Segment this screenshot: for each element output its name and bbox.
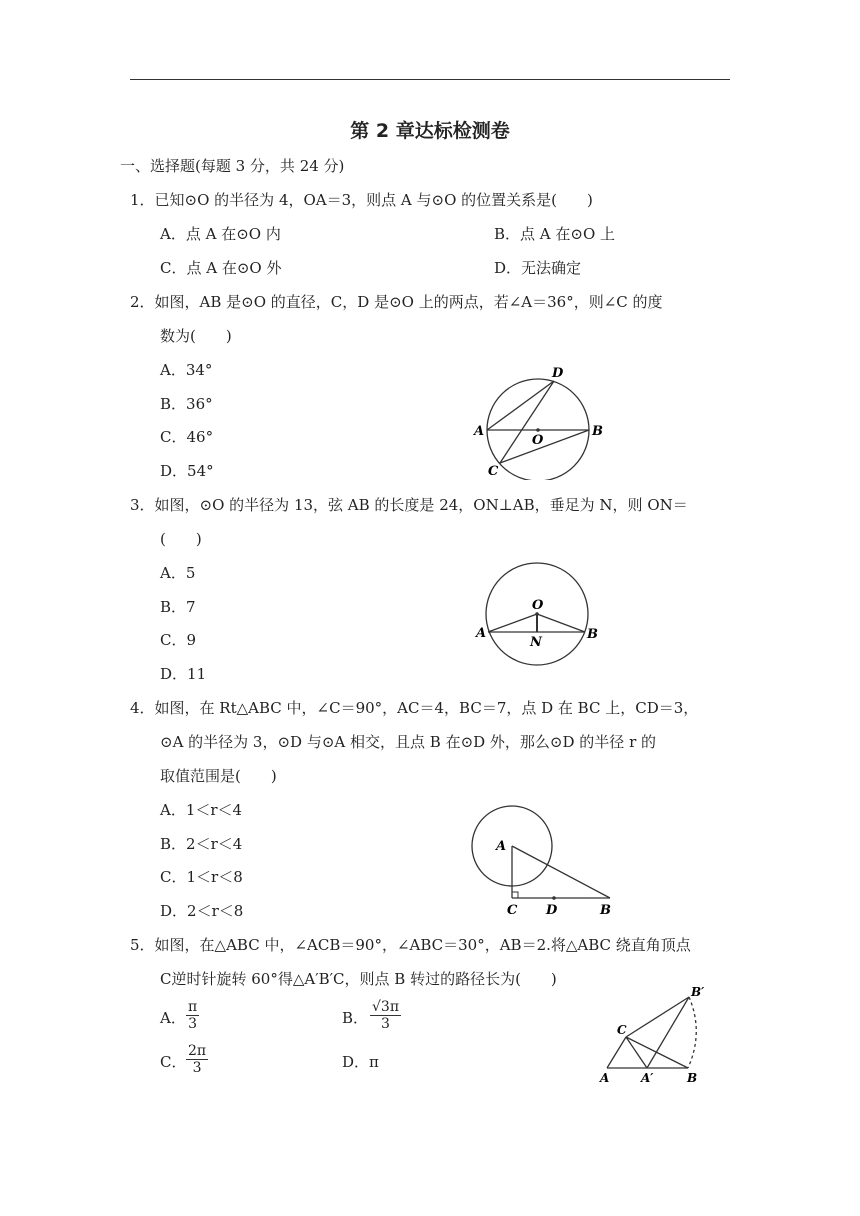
q2-figure-circle	[466, 360, 616, 480]
q1-stem: 1．已知⊙O 的半径为 4，OA＝3，则点 A 与⊙O 的位置关系是( )	[130, 191, 593, 209]
q5-option-c-label[interactable]: C．	[160, 1053, 187, 1071]
q5-option-c-num: 2π	[188, 1043, 207, 1059]
q5-label-c: C	[617, 1023, 627, 1037]
q2-option-a[interactable]: A．34°	[160, 361, 213, 379]
q1-option-d[interactable]: D．无法确定	[494, 259, 582, 277]
q2-option-b[interactable]: B．36°	[160, 395, 213, 413]
q2-stem-line1: 2．如图，AB 是⊙O 的直径，C，D 是⊙O 上的两点，若∠A＝36°，则∠C 的度	[130, 293, 663, 311]
q5-option-b-label[interactable]: B．	[342, 1009, 369, 1027]
q1-option-b[interactable]: B．点 A 在⊙O 上	[494, 225, 616, 243]
q2-label-d: D	[552, 366, 564, 381]
q5-option-a-label[interactable]: A．	[160, 1009, 186, 1027]
q3-option-a[interactable]: A．5	[160, 564, 196, 582]
q5-option-a-den: 3	[188, 1016, 198, 1032]
q4-option-d[interactable]: D．2＜r＜8	[160, 902, 244, 920]
q5-label-b-prime: B′	[691, 985, 705, 999]
q3-stem-line1: 3．如图，⊙O 的半径为 13，弦 AB 的长度是 24，ON⊥AB，垂足为 N，则 ON＝	[130, 496, 688, 514]
q5-option-d[interactable]: D．π	[342, 1053, 379, 1071]
q5-option-b-fraction[interactable]	[370, 999, 401, 1032]
q3-option-d[interactable]: D．11	[160, 665, 207, 683]
q2-label-a: A	[474, 424, 485, 439]
q4-label-c: C	[507, 903, 518, 918]
q5-option-a-num: π	[188, 999, 198, 1015]
q4-stem-line3: 取值范围是( )	[160, 767, 277, 785]
q1-option-c[interactable]: C．点 A 在⊙O 外	[160, 259, 282, 277]
q2-stem-line2: 数为( )	[160, 327, 232, 345]
page-title: 第 2 章达标检测卷	[350, 120, 510, 142]
q3-figure-circle	[470, 560, 610, 670]
q4-label-b: B	[600, 903, 611, 918]
q3-label-o: O	[532, 598, 544, 613]
header-rule	[130, 79, 730, 80]
q5-label-b: B	[687, 1071, 698, 1085]
q4-label-d: D	[546, 903, 558, 918]
q4-label-a: A	[496, 839, 507, 854]
q4-figure-triangle	[465, 800, 625, 920]
q4-option-c[interactable]: C．1＜r＜8	[160, 868, 243, 886]
q2-option-d[interactable]: D．54°	[160, 462, 214, 480]
q5-label-a-prime: A′	[641, 1071, 654, 1085]
q4-stem-line1: 4．如图，在 Rt△ABC 中，∠C＝90°，AC＝4，BC＝7，点 D 在 BC 上，CD＝3，	[130, 699, 699, 717]
q2-option-c[interactable]: C．46°	[160, 428, 214, 446]
section-heading: 一、选择题(每题 3 分，共 24 分)	[120, 157, 345, 175]
q3-option-c[interactable]: C．9	[160, 631, 197, 649]
q5-option-a-fraction[interactable]	[186, 999, 199, 1032]
q3-label-b: B	[587, 627, 598, 642]
q3-label-n: N	[530, 635, 542, 650]
q5-figure-rotation	[592, 982, 722, 1090]
q5-label-a: A	[600, 1071, 610, 1085]
q4-option-b[interactable]: B．2＜r＜4	[160, 835, 243, 853]
q3-option-b[interactable]: B．7	[160, 598, 196, 616]
q5-option-c-den: 3	[192, 1060, 202, 1076]
q5-stem-line2: C逆时针旋转 60°得△A′B′C，则点 B 转过的路径长为( )	[160, 970, 557, 988]
q2-label-o: O	[532, 433, 544, 448]
q4-option-a[interactable]: A．1＜r＜4	[160, 801, 243, 819]
q2-label-b: B	[592, 424, 603, 439]
q2-label-c: C	[488, 464, 499, 479]
q1-option-a[interactable]: A．点 A 在⊙O 内	[160, 225, 281, 243]
q3-stem-line2: ( )	[160, 530, 202, 548]
q4-stem-line2: ⊙A 的半径为 3，⊙D 与⊙A 相交，且点 B 在⊙D 外，那么⊙D 的半径 r 的	[160, 733, 657, 751]
q3-label-a: A	[476, 626, 487, 641]
q5-option-b-num: √3π	[372, 999, 400, 1015]
q5-stem-line1: 5．如图，在△ABC 中，∠ACB＝90°，∠ABC＝30°，AB＝2.将△ABC 绕直角顶点	[130, 936, 691, 954]
q5-option-b-den: 3	[381, 1016, 390, 1032]
q5-option-c-fraction[interactable]	[186, 1043, 208, 1076]
